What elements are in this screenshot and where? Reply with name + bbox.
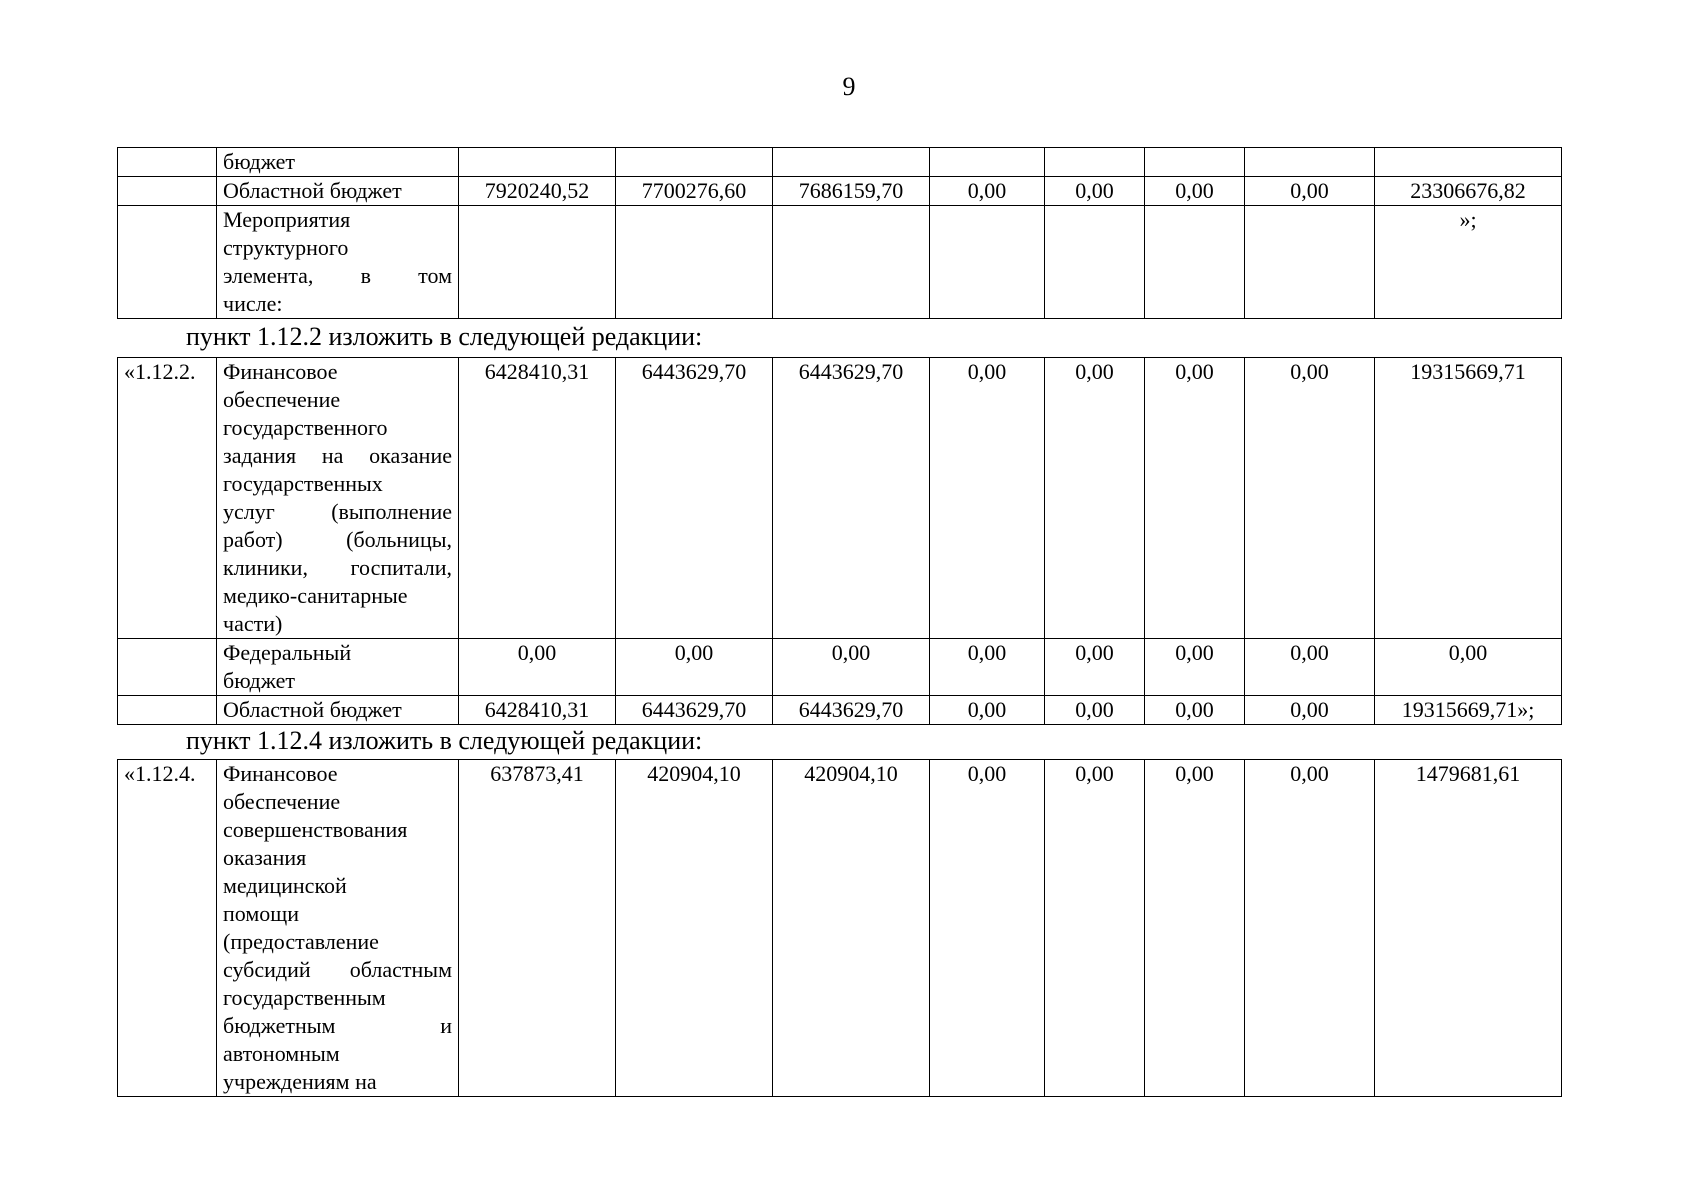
row-name-line: помощи [223, 901, 299, 926]
value-cell [930, 206, 1045, 319]
value-cell: 637873,41 [459, 760, 616, 1097]
value-cell: 6428410,31 [459, 696, 616, 725]
value-cell [459, 148, 616, 177]
value-cell: 0,00 [1245, 639, 1375, 696]
value-cell: 0,00 [1145, 358, 1245, 639]
row-name-line: задания на оказание [223, 443, 452, 468]
value-cell: 0,00 [1245, 177, 1375, 206]
row-name [217, 358, 459, 639]
value-cell: 19315669,71»; [1375, 696, 1562, 725]
table-row [118, 358, 1562, 639]
row-name-line: обеспечение [223, 387, 341, 412]
value-cell: 7920240,52 [459, 177, 616, 206]
row-code [118, 639, 217, 696]
table-row [118, 760, 1562, 1097]
value-cell: 0,00 [459, 639, 616, 696]
row-code [118, 206, 217, 319]
row-name-line: медицинской [223, 873, 347, 898]
value-cell: 6428410,31 [459, 358, 616, 639]
value-cell [459, 206, 616, 319]
value-cell [1245, 148, 1375, 177]
page-number: 9 [842, 72, 856, 101]
row-name-line: оказания [223, 845, 307, 870]
row-name-line: клиники, госпитали, [223, 555, 452, 580]
value-cell: 0,00 [930, 358, 1045, 639]
row-name-line: части) [223, 611, 283, 636]
heading-item-1-12-2: пункт 1.12.2 изложить в следующей редакции: [186, 322, 703, 351]
value-cell: 0,00 [616, 639, 773, 696]
value-cell: 7700276,60 [616, 177, 773, 206]
row-name-line: элемента, в том [223, 263, 452, 288]
row-code [118, 177, 217, 206]
value-cell: 6443629,70 [616, 358, 773, 639]
row-name-line: Финансовое [223, 359, 338, 384]
value-cell: 0,00 [930, 639, 1045, 696]
row-name [217, 206, 459, 319]
value-cell: 6443629,70 [773, 358, 930, 639]
value-cell [1145, 148, 1245, 177]
row-name-line: Мероприятия [223, 207, 351, 232]
row-name-line: (предоставление [223, 929, 379, 954]
row-name-line: государственным [223, 985, 386, 1010]
value-cell [773, 148, 930, 177]
row-name-line: Областной бюджет [223, 697, 402, 722]
value-cell: 7686159,70 [773, 177, 930, 206]
row-name-line: Федеральный [223, 640, 352, 665]
table-row [118, 696, 1562, 725]
row-name [217, 639, 459, 696]
value-cell [773, 206, 930, 319]
table-row [118, 206, 1562, 319]
value-cell: 0,00 [1145, 696, 1245, 725]
row-name-line: государственных [223, 471, 383, 496]
row-name-line: числе: [223, 291, 283, 316]
row-name-line: совершенствования [223, 817, 408, 842]
row-name-line: бюджетным и [223, 1013, 452, 1038]
value-cell: 1479681,61 [1375, 760, 1562, 1097]
row-name [217, 696, 459, 725]
value-cell: 6443629,70 [773, 696, 930, 725]
row-name-line: субсидий областным [223, 957, 452, 982]
value-cell: 0,00 [1375, 639, 1562, 696]
value-cell: 6443629,70 [616, 696, 773, 725]
row-name-line: услуг (выполнение [223, 499, 452, 524]
value-cell: 0,00 [1045, 639, 1145, 696]
row-name-line: автономным [223, 1041, 340, 1066]
heading-item-1-12-4: пункт 1.12.4 изложить в следующей редакции: [186, 726, 703, 755]
value-cell [930, 148, 1045, 177]
value-cell: 0,00 [930, 696, 1045, 725]
budget-table-1-12-4 [117, 759, 1562, 1097]
value-cell: 0,00 [930, 177, 1045, 206]
value-cell [1245, 206, 1375, 319]
row-name-line: государственного [223, 415, 388, 440]
value-cell [1045, 206, 1145, 319]
row-name-line: бюджет [223, 668, 295, 693]
row-name-line: обеспечение [223, 789, 341, 814]
row-name-line: Областной бюджет [223, 178, 402, 203]
budget-table-continuation [117, 147, 1562, 319]
row-code [118, 696, 217, 725]
value-cell: 0,00 [1045, 760, 1145, 1097]
value-cell: 23306676,82 [1375, 177, 1562, 206]
value-cell: 420904,10 [616, 760, 773, 1097]
row-code: «1.12.4. [118, 760, 217, 1097]
row-name-line: Финансовое [223, 761, 338, 786]
row-code: «1.12.2. [118, 358, 217, 639]
value-cell: 0,00 [1045, 696, 1145, 725]
table-row [118, 639, 1562, 696]
value-cell: 420904,10 [773, 760, 930, 1097]
row-code [118, 148, 217, 177]
value-cell [1145, 206, 1245, 319]
value-cell: 0,00 [1045, 358, 1145, 639]
value-cell: 19315669,71 [1375, 358, 1562, 639]
value-cell: 0,00 [1145, 760, 1245, 1097]
value-cell: 0,00 [1245, 696, 1375, 725]
row-name [217, 148, 459, 177]
row-name [217, 760, 459, 1097]
value-cell [616, 148, 773, 177]
value-cell [616, 206, 773, 319]
value-cell: 0,00 [930, 760, 1045, 1097]
value-cell: »; [1375, 206, 1562, 319]
row-name-line: учреждениям на [223, 1069, 377, 1094]
row-name-line: работ) (больницы, [223, 527, 452, 552]
table-row [118, 148, 1562, 177]
value-cell: 0,00 [1145, 639, 1245, 696]
value-cell [1045, 148, 1145, 177]
row-name-line: структурного [223, 235, 349, 260]
value-cell [1375, 148, 1562, 177]
row-name [217, 177, 459, 206]
value-cell: 0,00 [1245, 358, 1375, 639]
value-cell: 0,00 [1145, 177, 1245, 206]
value-cell: 0,00 [773, 639, 930, 696]
budget-table-1-12-2 [117, 357, 1562, 725]
table-row [118, 177, 1562, 206]
value-cell: 0,00 [1045, 177, 1145, 206]
row-name-line: медико-санитарные [223, 583, 408, 608]
row-name-line: бюджет [223, 149, 295, 174]
value-cell: 0,00 [1245, 760, 1375, 1097]
